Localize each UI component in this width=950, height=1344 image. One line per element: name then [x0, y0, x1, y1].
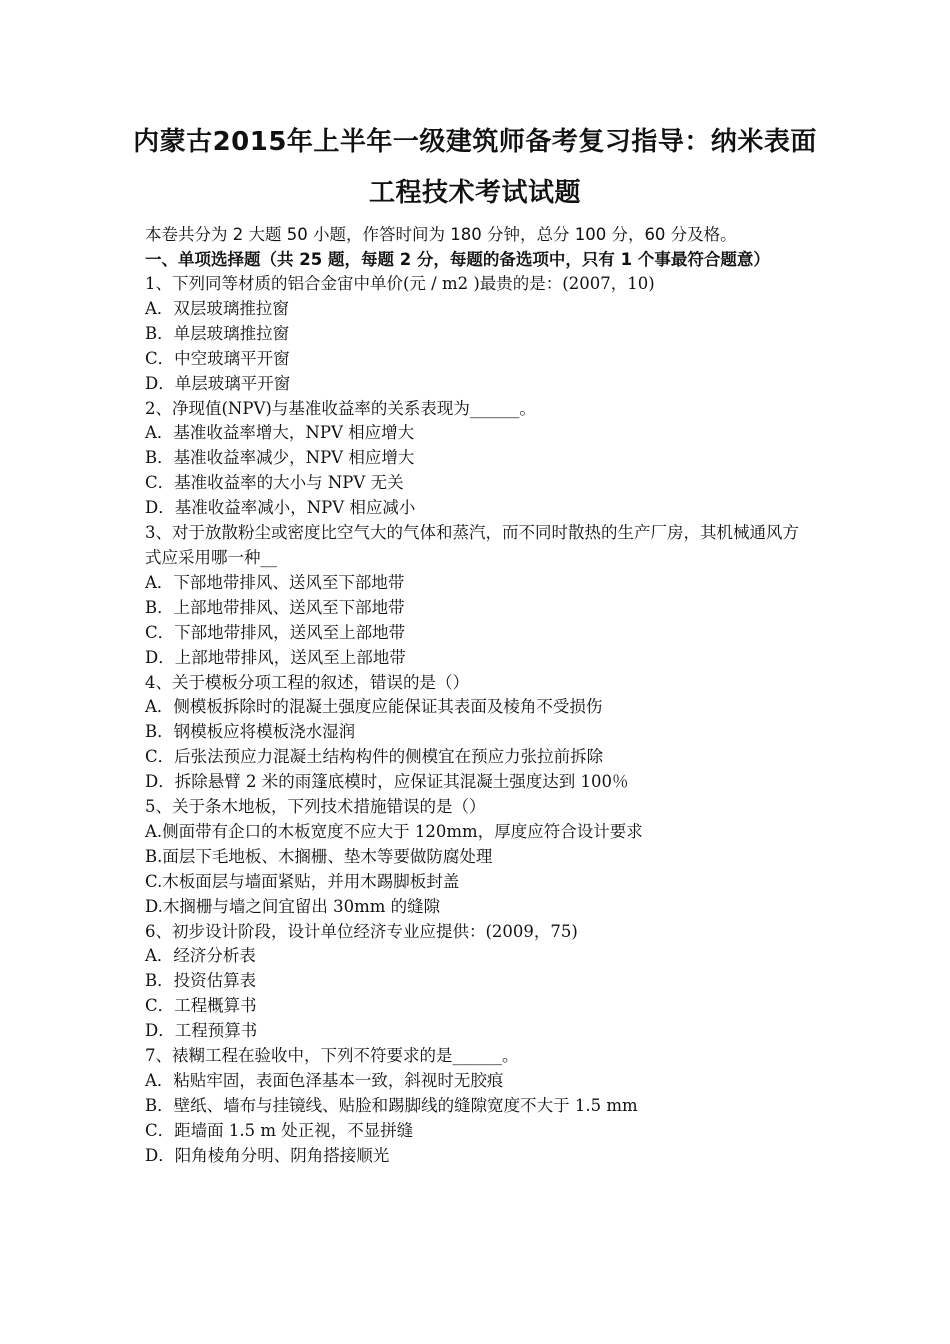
- answer-option: D．上部地带排风，送风至上部地带: [145, 647, 406, 667]
- question-stem: 7、裱糊工程在验收中，下列不符要求的是______。: [145, 1046, 519, 1066]
- answer-option: D．阳角棱角分明、阴角搭接顺光: [145, 1145, 390, 1165]
- question-4: [145, 671, 815, 796]
- question-stem: 4、关于模板分项工程的叙述，错误的是（）: [145, 672, 469, 692]
- answer-option: B.面层下毛地板、木搁栅、垫木等要做防腐处理: [145, 846, 493, 866]
- question-stem: 3、对于放散粉尘或密度比空气大的气体和蒸汽，而不同时散热的生产厂房，其机械通风方式应采用哪一种__: [145, 523, 799, 567]
- answer-option: A.侧面带有企口的木板宽度不应大于 120mm，厚度应符合设计要求: [145, 821, 643, 841]
- answer-option: C.木板面层与墙面紧贴，并用木踢脚板封盖: [145, 871, 460, 891]
- answer-option: D．拆除悬臂 2 米的雨篷底模时，应保证其混凝土强度达到 100％: [145, 772, 629, 792]
- answer-option: B．基准收益率减少，NPV 相应增大: [145, 448, 415, 468]
- question-stem: 5、关于条木地板，下列技术措施错误的是（）: [145, 797, 486, 817]
- answer-option: C．距墙面 1.5 m 处正视，不显拼缝: [145, 1120, 414, 1140]
- section-heading: 一、单项选择题（共 25 题，每题 2 分，每题的备选项中，只有 1 个事最符合题意）: [145, 250, 770, 269]
- document-title-line-1: 内蒙古2015年上半年一级建筑师备考复习指导：纳米表面: [133, 127, 817, 157]
- answer-option: B．钢模板应将模板浇水湿润: [145, 722, 356, 742]
- question-stem: 1、下列同等材质的铝合金宙中单价(元 / m2 )最贵的是：(2007，10): [145, 274, 655, 293]
- question-5: [145, 795, 815, 920]
- answer-option: D．单层玻璃平开窗: [145, 373, 291, 393]
- answer-option: B．投资估算表: [145, 971, 257, 991]
- answer-option: B．单层玻璃推拉窗: [145, 323, 290, 343]
- answer-option: C．中空玻璃平开窗: [145, 348, 290, 368]
- question-6: [145, 920, 815, 1045]
- question-stem: 6、初步设计阶段，设计单位经济专业应提供：(2009，75): [145, 921, 578, 941]
- answer-option: A．侧模板拆除时的混凝土强度应能保证其表面及棱角不受损伤: [145, 697, 603, 717]
- answer-option: C．后张法预应力混凝土结构构件的侧模宜在预应力张拉前拆除: [145, 747, 604, 767]
- answer-option: B．上部地带排风、送风至下部地带: [145, 597, 405, 617]
- answer-option: A．粘贴牢固，表面色泽基本一致，斜视时无胶痕: [145, 1071, 504, 1090]
- question-stem: 2、净现值(NPV)与基准收益率的关系表现为______。: [145, 398, 536, 418]
- answer-option: B．壁纸、墙布与挂镜线、贴脸和踢脚线的缝隙宽度不大于 1.5 mm: [145, 1095, 638, 1115]
- document-body: [145, 222, 815, 1169]
- answer-option: A．经济分析表: [145, 946, 256, 966]
- answer-option: C．基准收益率的大小与 NPV 无关: [145, 473, 404, 493]
- answer-option: D．工程预算书: [145, 1021, 258, 1041]
- exam-intro: 本卷共分为 2 大题 50 小题，作答时间为 180 分钟，总分 100 分，60 分及格。: [145, 225, 737, 244]
- answer-option: A．基准收益率增大，NPV 相应增大: [145, 423, 415, 443]
- answer-option: C．工程概算书: [145, 996, 257, 1016]
- answer-option: C．下部地带排风，送风至上部地带: [145, 622, 406, 642]
- question-7: [145, 1044, 815, 1169]
- answer-option: D.木搁栅与墙之间宜留出 30mm 的缝隙: [145, 896, 441, 916]
- answer-option: A．下部地带排风、送风至下部地带: [145, 572, 405, 592]
- document-title-line-2: 工程技术考试试题: [368, 178, 581, 208]
- answer-option: D．基准收益率减小，NPV 相应减小: [145, 498, 416, 518]
- question-2: [145, 397, 815, 522]
- answer-option: A．双层玻璃推拉窗: [145, 298, 289, 318]
- question-1: [145, 272, 815, 397]
- question-3: [145, 521, 815, 670]
